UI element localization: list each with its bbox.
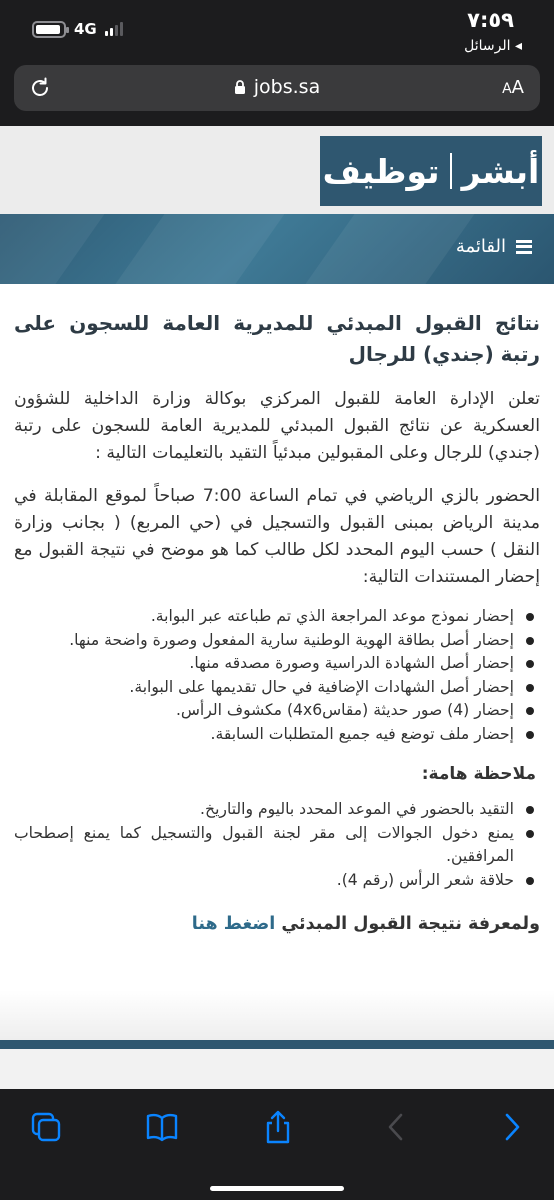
intro-paragraph: تعلن الإدارة العامة للقبول المركزي بوكالة وزارة الداخلية للشؤون العسكرية عن نتائج القبول المبدئي للمديرية العامة للسجون على رتبة (جندي) للرجال وعلى المقبولين مبدئياً التقيد بالتعليمات التالية : xyxy=(14,389,540,463)
status-time: ٧:٥٩ xyxy=(467,8,514,32)
chevron-left-icon xyxy=(386,1112,406,1142)
list-item: حلاقة شعر الرأس (رقم 4). xyxy=(14,869,536,893)
browser-top-chrome xyxy=(0,0,554,126)
list-item: إحضار (4) صور حديثة (مقاس4x6) مكشوف الرأس. xyxy=(14,699,536,723)
menu-label: القائمة xyxy=(455,236,506,257)
back-button[interactable] xyxy=(376,1107,416,1147)
list-item: إحضار أصل بطاقة الهوية الوطنية سارية المفعول وصورة واضحة منها. xyxy=(14,629,536,653)
list-item: إحضار ملف توضع فيه جميع المتطلبات السابقة. xyxy=(14,723,536,747)
status-indicators xyxy=(32,20,123,38)
browser-toolbar xyxy=(0,1089,554,1200)
list-item: يمنع دخول الجوالات إلى مقر لجنة القبول والتسجيل كما يمنع إصطحاب المرافقين. xyxy=(14,822,536,869)
lock-icon xyxy=(234,80,246,94)
logo-divider xyxy=(450,153,452,189)
url-text: jobs.sa xyxy=(253,76,321,98)
url-display[interactable] xyxy=(14,76,540,98)
address-bar[interactable] xyxy=(14,65,540,111)
result-line xyxy=(14,914,540,934)
page-footer-bar xyxy=(0,1040,554,1049)
back-to-app-link[interactable]: ◂ الرسائل xyxy=(464,38,522,54)
article-title: نتائج القبول المبدئي للمديرية العامة للسجون على رتبة (جندي) للرجال xyxy=(14,311,540,366)
site-nav-bar xyxy=(0,214,554,284)
tabs-icon xyxy=(29,1110,63,1144)
list-item: إحضار أصل الشهادة الدراسية وصورة مصدقه منها. xyxy=(14,652,536,676)
share-icon xyxy=(263,1109,293,1145)
bookmarks-button[interactable] xyxy=(142,1107,182,1147)
bookmarks-icon xyxy=(145,1112,179,1142)
home-indicator xyxy=(210,1186,344,1191)
menu-button[interactable] xyxy=(456,236,532,257)
list-item: التقيد بالحضور في الموعد المحدد باليوم والتاريخ. xyxy=(14,798,536,822)
logo-text-right: توظيف xyxy=(322,151,440,191)
hamburger-icon xyxy=(516,240,532,254)
network-type: 4G xyxy=(74,20,97,38)
page-footer xyxy=(0,1049,554,1089)
battery-icon xyxy=(32,21,66,38)
documents-list xyxy=(14,605,540,746)
share-button[interactable] xyxy=(258,1107,298,1147)
text-size-button[interactable]: AA xyxy=(502,77,524,98)
attendance-paragraph: الحضور بالزي الرياضي في تمام الساعة 7:00 صباحاً لموقع المقابلة في مدينة الرياض بمبنى القبول والتسجيل في (حي المربع) ( بجانب وزارة النقل ) حسب اليوم المحدد لكل طالب كما هو موضح في نتيجة القبول مع إحضار المستندات التالية: xyxy=(14,486,540,587)
result-text: ولمعرفة نتيجة القبول المبدئي xyxy=(275,914,540,934)
result-link[interactable]: اضغط هنا xyxy=(191,914,276,934)
site-header xyxy=(0,126,554,214)
logo-text-left: أبشر xyxy=(461,151,540,191)
page-footer-fade xyxy=(0,990,554,1040)
forward-button[interactable] xyxy=(492,1107,532,1147)
article-content xyxy=(14,308,540,934)
list-item: إحضار نموذج موعد المراجعة الذي تم طباعته عبر البوابة. xyxy=(14,605,536,629)
chevron-right-icon xyxy=(502,1112,522,1142)
list-item: إحضار أصل الشهادات الإضافية في حال تقديمها على البوابة. xyxy=(14,676,536,700)
tabs-button[interactable] xyxy=(26,1107,66,1147)
note-heading: ملاحظة هامة: xyxy=(421,764,536,784)
site-logo[interactable] xyxy=(320,136,542,206)
signal-icon xyxy=(105,22,123,36)
notes-list xyxy=(14,798,540,892)
